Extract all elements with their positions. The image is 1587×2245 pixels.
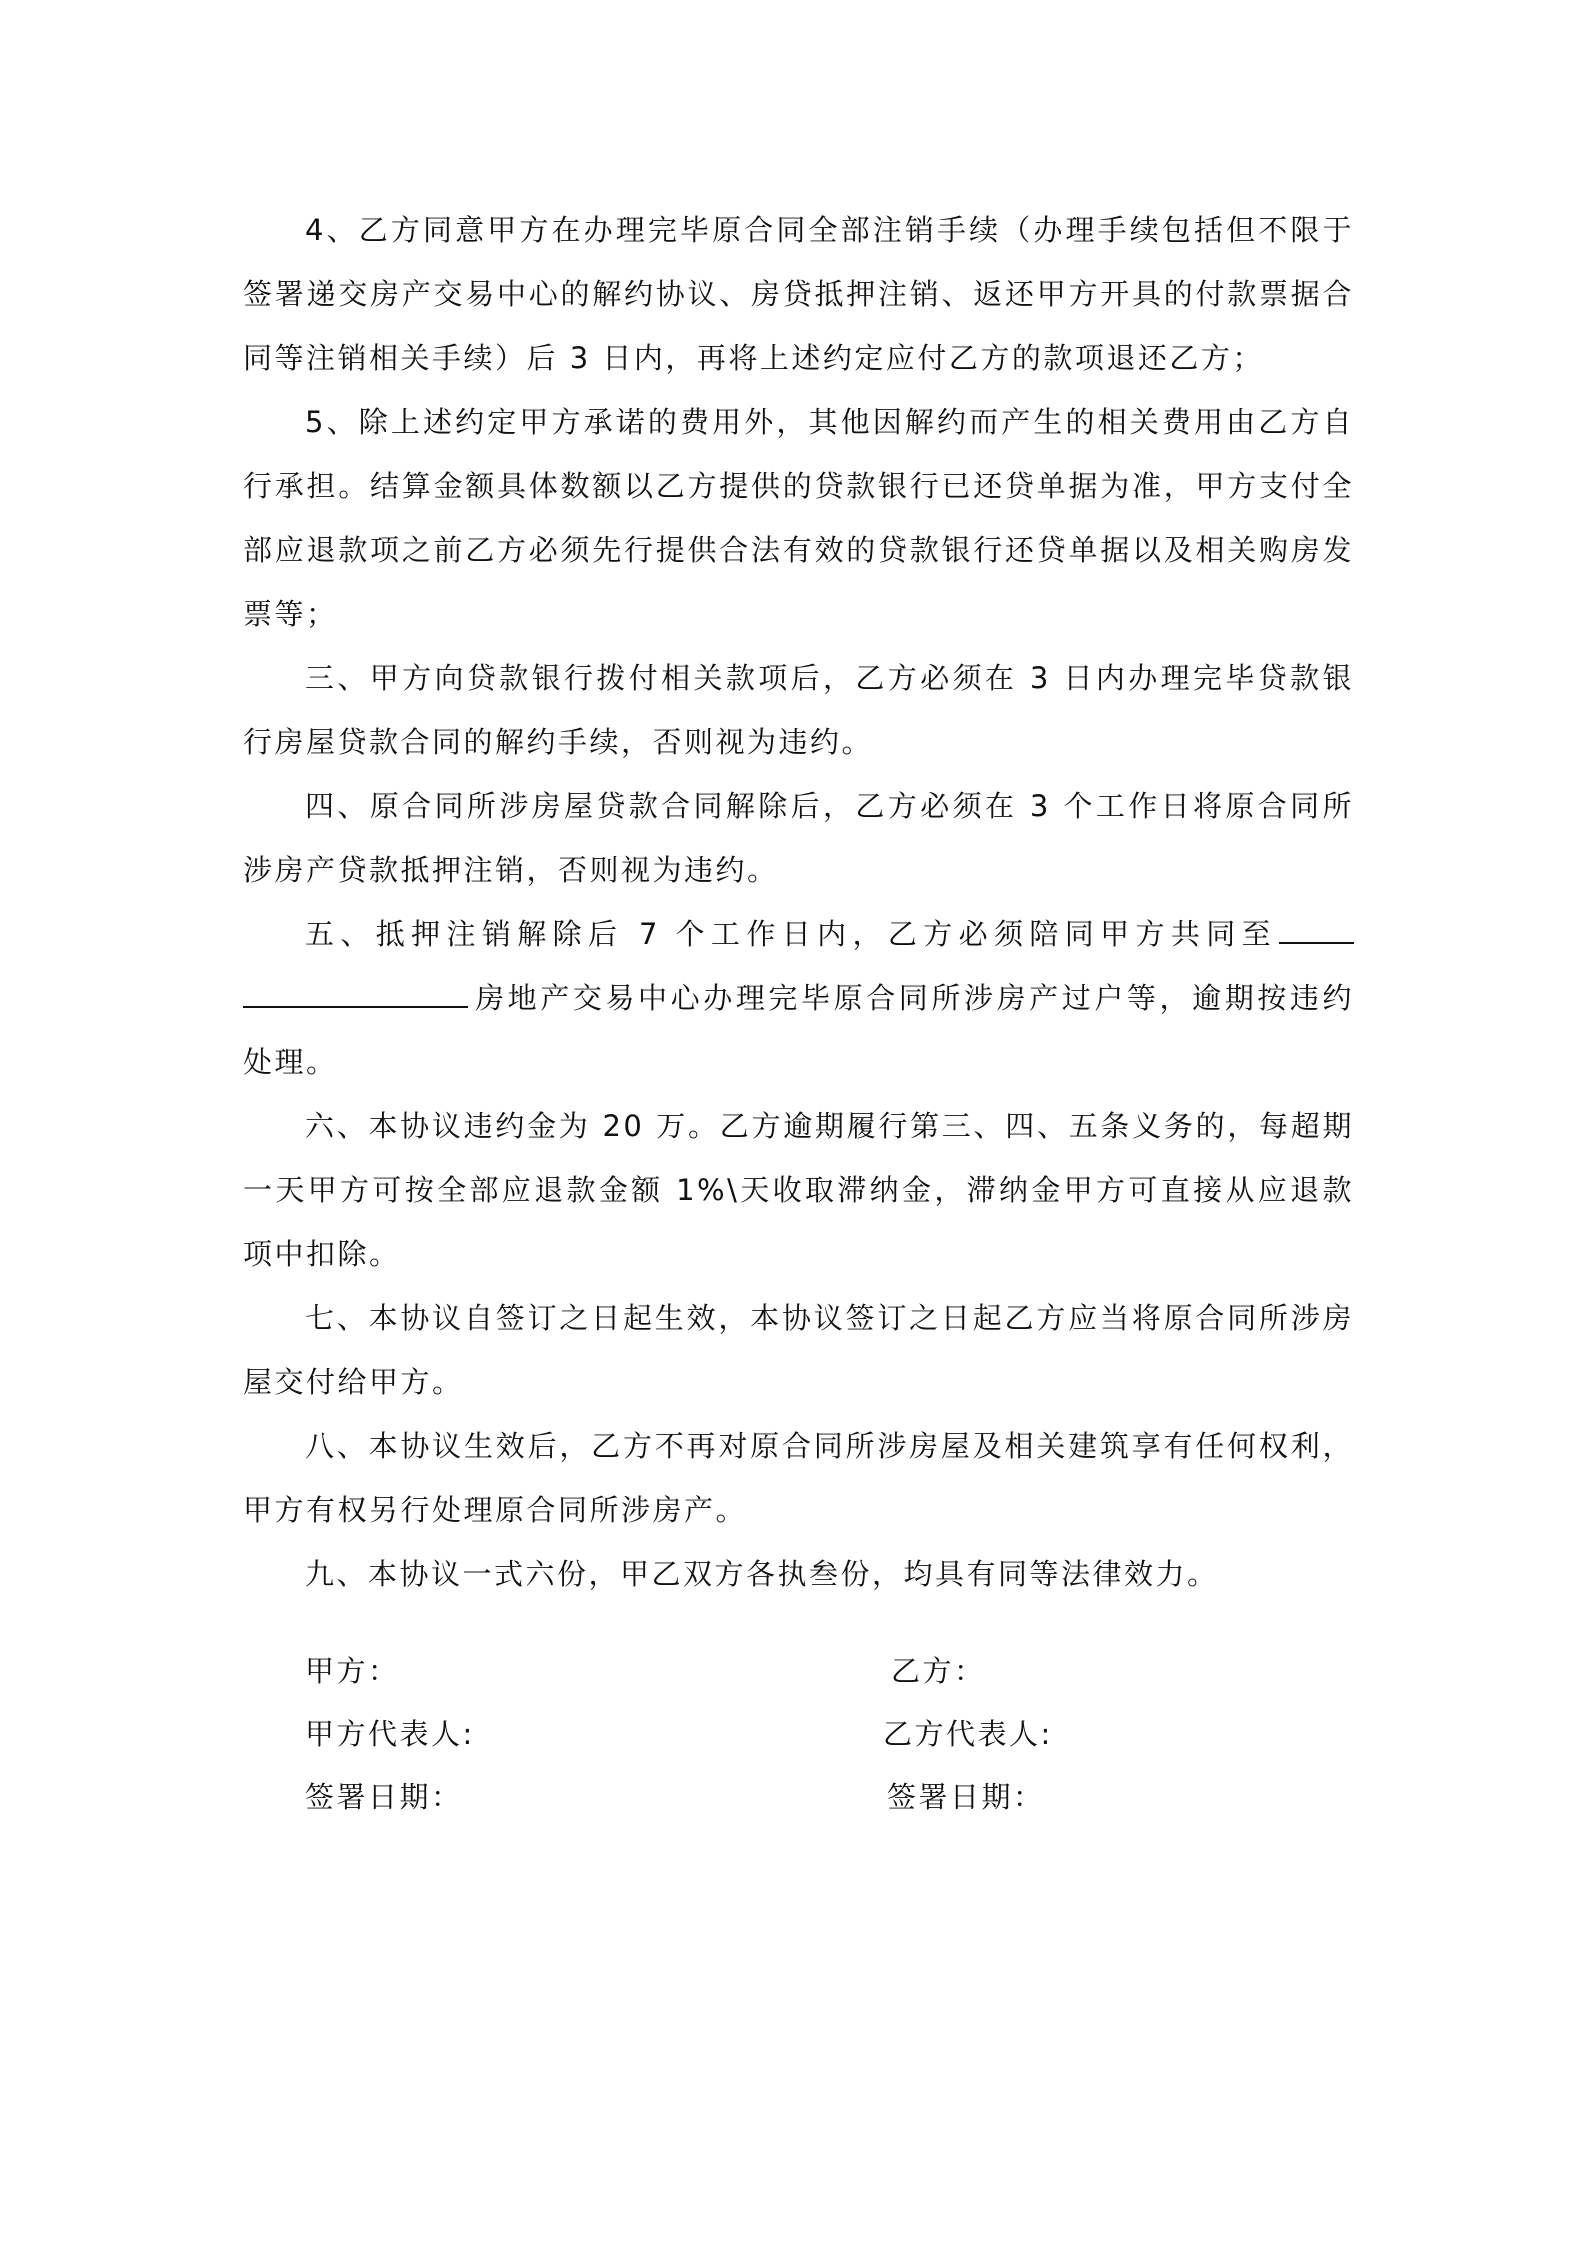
clause-four: 四、原合同所涉房屋贷款合同解除后，乙方必须在 3 个工作日将原合同所涉房产贷款抵押注销，否则视为违约。: [243, 789, 1354, 887]
party-b-label: 乙方：: [891, 1654, 986, 1688]
party-a-representative-label: 甲方代表人:: [305, 1717, 475, 1751]
clause-eight: 八、本协议生效后，乙方不再对原合同所涉房屋及相关建筑享有任何权利，甲方有权另行处理原合同所涉房产。: [243, 1429, 1354, 1527]
clause-nine: 九、本协议一式六份，甲乙双方各执叁份，均具有同等法律效力。: [305, 1557, 1219, 1591]
clause-4: 4、乙方同意甲方在办理完毕原合同全部注销手续（办理手续包括但不限于签署递交房产交易中心的解约协议、房贷抵押注销、返还甲方开具的付款票据合同等注销相关手续）后 3 日内，再将上述约定应付乙方的款项退还乙方；: [243, 213, 1354, 375]
fill-in-blank-line: [243, 976, 468, 1008]
clause-5: 5、除上述约定甲方承诺的费用外，其他因解约而产生的相关费用由乙方自行承担。结算金额具体数额以乙方提供的贷款银行已还贷单据为准，甲方支付全部应退款项之前乙方必须先行提供合法有效的贷款银行还贷单据以及相关购房发票等；: [243, 405, 1354, 631]
party-a-label: 甲方：: [305, 1654, 400, 1688]
clause-five: [243, 902, 1354, 1094]
party-a-sign-date-label: 签署日期：: [305, 1780, 463, 1814]
clause-seven: 七、本协议自签订之日起生效，本协议签订之日起乙方应当将原合同所涉房屋交付给甲方。: [243, 1301, 1354, 1399]
agreement-clauses: [243, 198, 1354, 1606]
clause-five-text-before: 五、抵押注销解除后 7 个工作日内，乙方必须陪同甲方共同至: [305, 917, 1277, 951]
party-b-sign-date-label: 签署日期：: [887, 1780, 1045, 1814]
clause-five-text-after: 房地产交易中心办理完毕原合同所涉房产过户等，逾期按违约处理。: [243, 981, 1354, 1079]
clause-three: 三、甲方向贷款银行拨付相关款项后，乙方必须在 3 日内办理完毕贷款银行房屋贷款合同的解约手续，否则视为违约。: [243, 661, 1354, 759]
party-b-representative-label: 乙方代表人:: [883, 1717, 1053, 1751]
clause-six: 六、本协议违约金为 20 万。乙方逾期履行第三、四、五条义务的，每超期一天甲方可按全部应退款金额 1%\天收取滞纳金，滞纳金甲方可直接从应退款项中扣除。: [243, 1109, 1354, 1271]
fill-in-blank-line: [1279, 912, 1354, 944]
